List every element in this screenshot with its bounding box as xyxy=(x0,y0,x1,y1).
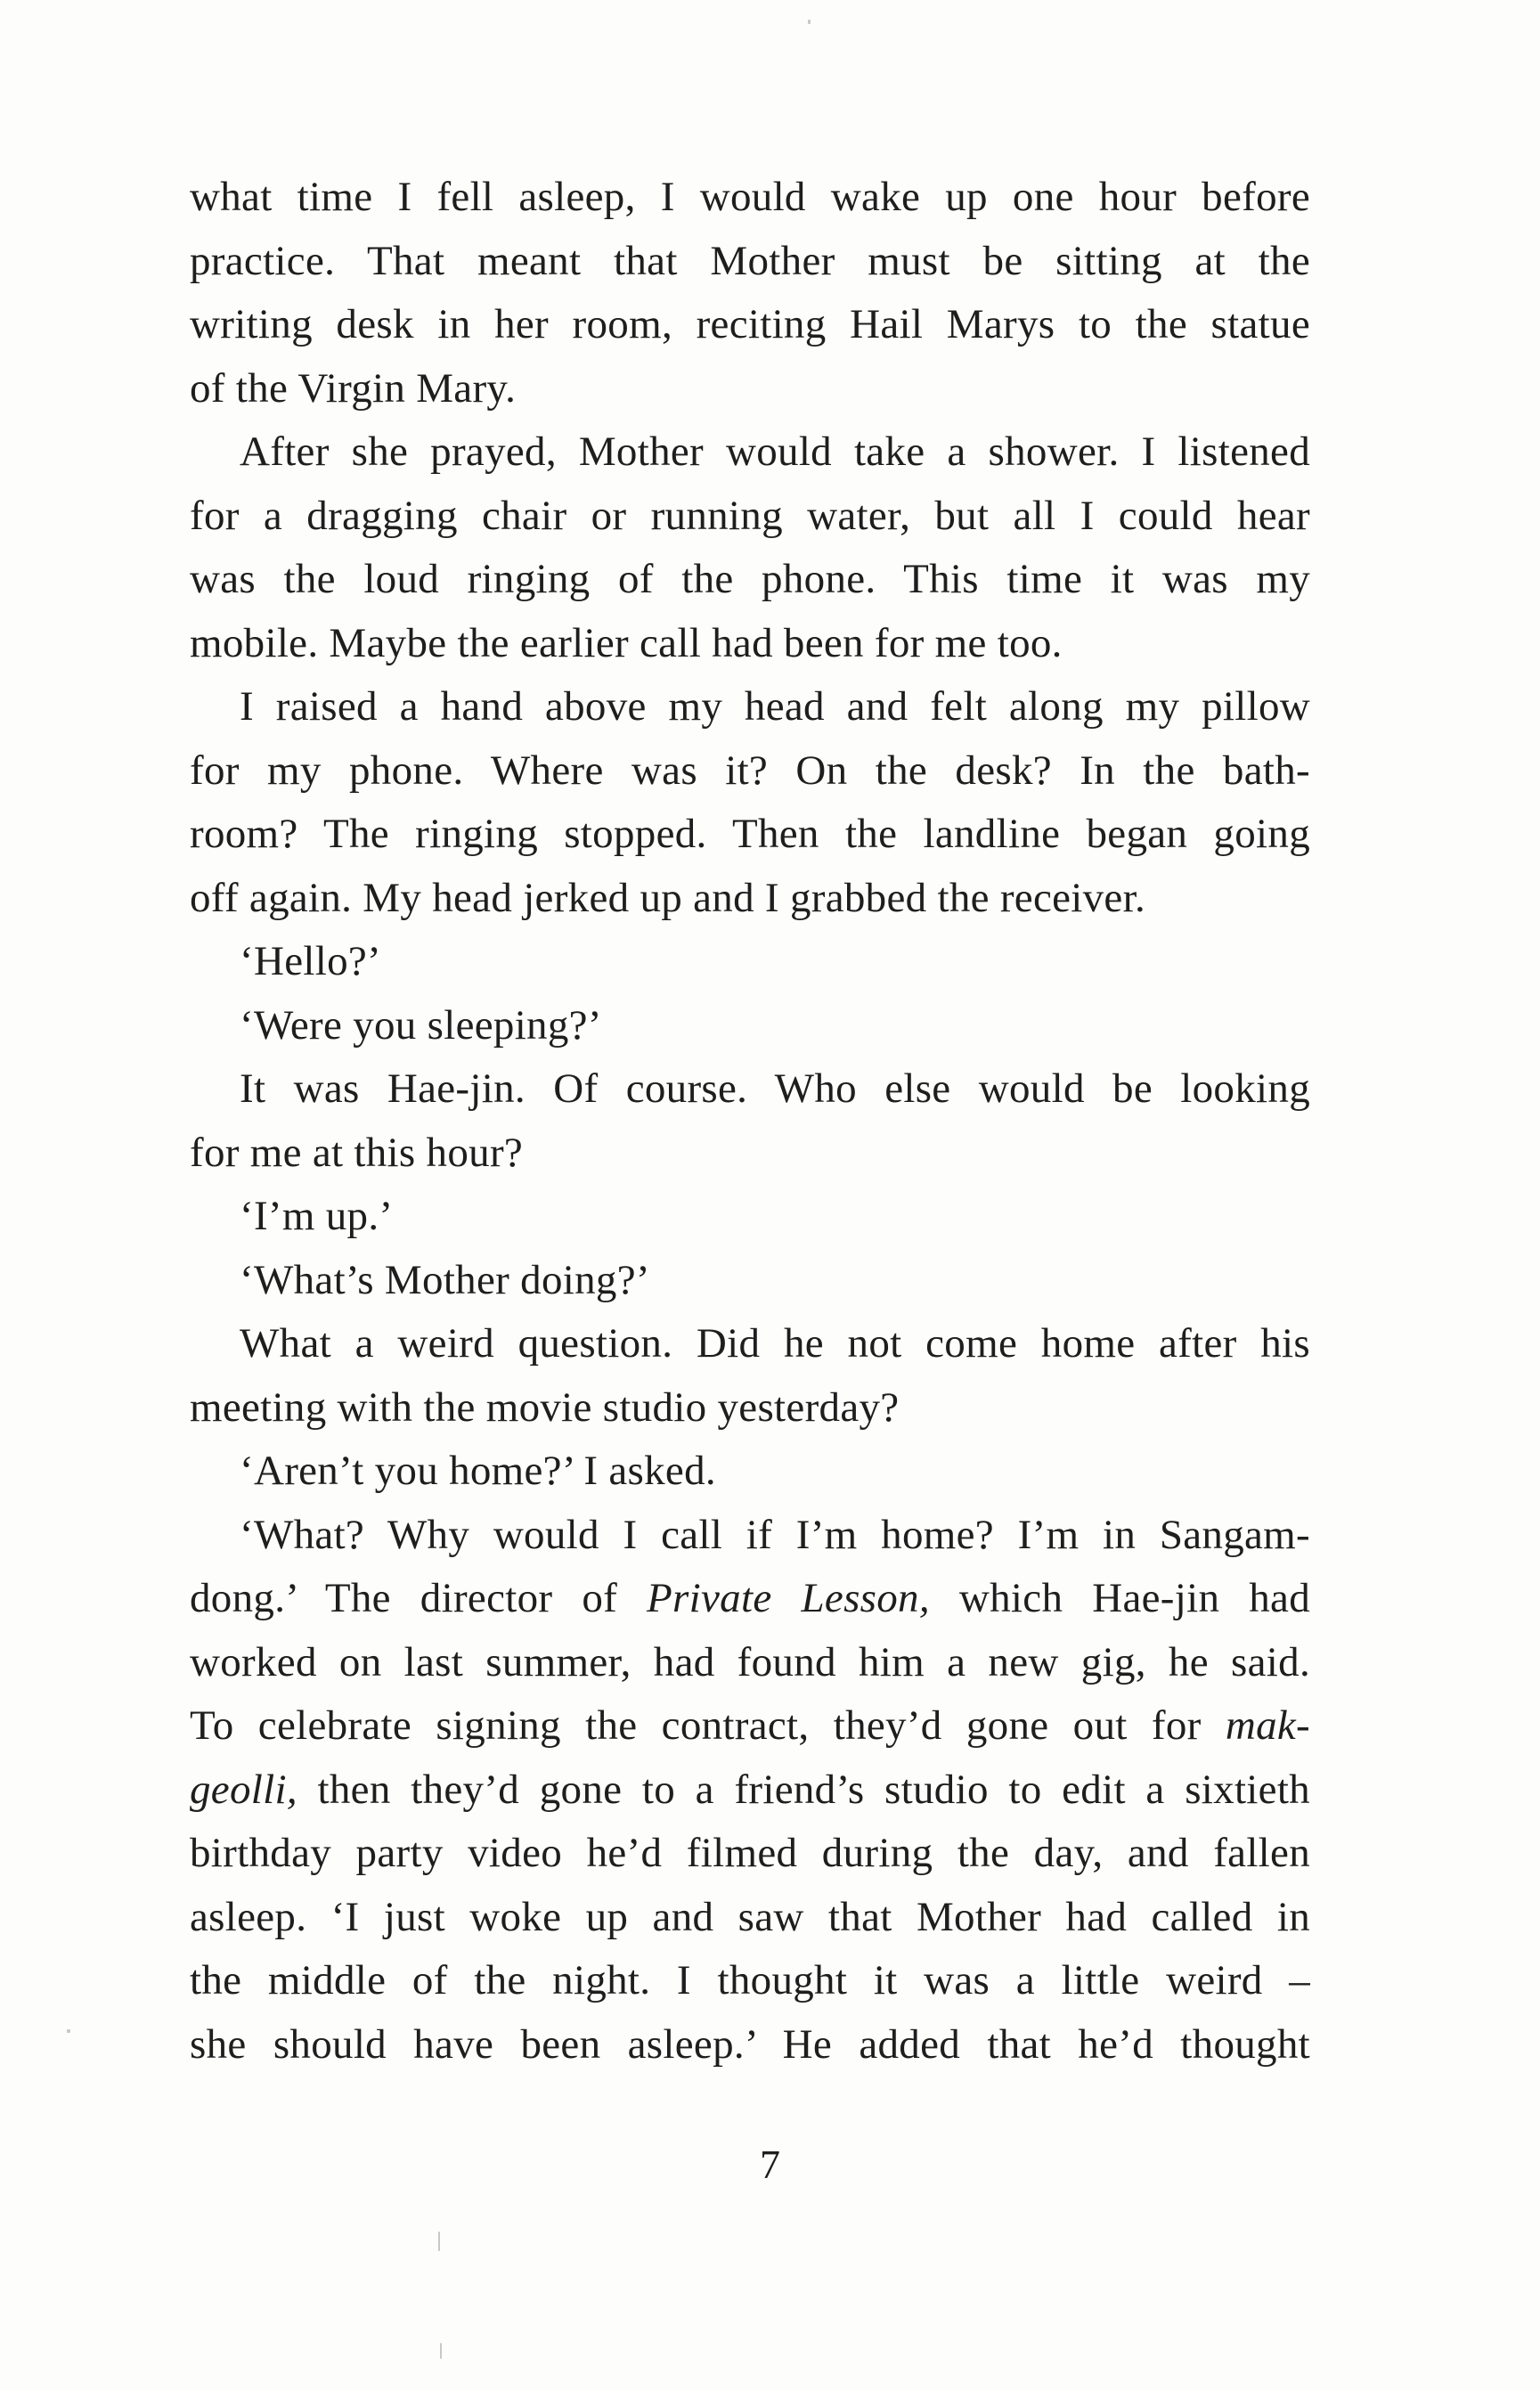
dialogue-line xyxy=(190,930,1310,994)
body-text xyxy=(190,166,1310,2077)
dialogue-line xyxy=(190,1249,1310,1313)
text-run: which Hae-jin had xyxy=(929,1575,1310,1621)
text-line: ‘Aren’t you home?’ I asked. xyxy=(240,1448,716,1494)
text-line: I raised a hand above my head and felt along my pillow xyxy=(240,683,1310,730)
paragraph xyxy=(190,675,1310,930)
text-line: was the loud ringing of the phone. This time it was my xyxy=(190,556,1310,602)
text-run: then they’d gone to a friend’s studio to edit a sixtieth xyxy=(297,1766,1310,1813)
page-number: 7 xyxy=(760,2142,780,2187)
text-line: for my phone. Where was it? On the desk? In the bath- xyxy=(190,747,1310,794)
scan-speck xyxy=(67,2029,70,2033)
scan-speck xyxy=(808,20,811,24)
paragraph xyxy=(190,1057,1310,1185)
text-run: To celebrate signing the contract, they’d gone out for xyxy=(190,1702,1226,1749)
text-line: worked on last summer, had found him a new gig, he said. xyxy=(190,1638,1310,1685)
text-run: dong.’ The director of xyxy=(190,1575,648,1621)
text-line: asleep. ‘I just woke up and saw that Mother had called in xyxy=(190,1893,1310,1940)
text-line xyxy=(190,1694,1310,1759)
text-line: ‘I’m up.’ xyxy=(240,1193,394,1239)
paragraph xyxy=(190,166,1310,420)
text-line: ‘What? Why would I call if I’m home? I’m in Sangam- xyxy=(240,1511,1310,1558)
text-line xyxy=(190,1759,1310,1823)
text-line: ‘Were you sleeping?’ xyxy=(240,1001,602,1049)
scan-speck xyxy=(438,2232,440,2251)
scan-speck xyxy=(440,2343,442,2359)
text-line: she should have been asleep.’ He added that he’d thought xyxy=(190,2020,1310,2068)
text-line: the middle of the night. I thought it was a little weird – xyxy=(190,1957,1310,2003)
text-line: ‘Hello?’ xyxy=(240,938,381,984)
italic-title: Private Lesson, xyxy=(647,1575,930,1621)
italic-word: mak- xyxy=(1225,1702,1310,1749)
text-line: After she prayed, Mother would take a shower. I listened xyxy=(240,428,1310,475)
text-line: It was Hae-jin. Of course. Who else would be looking xyxy=(240,1065,1310,1112)
text-line: for a dragging chair or running water, but all I could hear xyxy=(190,492,1310,539)
text-line: for me at this hour? xyxy=(190,1129,524,1176)
text-line: ‘What’s Mother doing?’ xyxy=(240,1256,650,1303)
dialogue-line xyxy=(190,994,1310,1058)
text-line: what time I fell asleep, I would wake up one hour before xyxy=(190,174,1310,220)
text-line: of the Virgin Mary. xyxy=(190,364,517,412)
text-line: room? The ringing stopped. Then the landline began going xyxy=(190,811,1310,857)
paragraph xyxy=(190,420,1310,675)
italic-word: geolli, xyxy=(190,1766,297,1813)
text-line: off again. My head jerked up and I grabbed the receiver. xyxy=(190,874,1145,921)
text-line: writing desk in her room, reciting Hail Marys to the statue xyxy=(190,301,1310,347)
dialogue-line xyxy=(190,1185,1310,1249)
text-line: birthday party video he’d filmed during the day, and fallen xyxy=(190,1830,1310,1876)
text-line: mobile. Maybe the earlier call had been for me too. xyxy=(190,619,1063,666)
text-line: What a weird question. Did he not come home after his xyxy=(240,1320,1310,1367)
text-line xyxy=(190,1567,1310,1631)
paragraph xyxy=(190,1504,1310,2077)
text-line: practice. That meant that Mother must be sitting at the xyxy=(190,237,1310,284)
dialogue-line xyxy=(190,1440,1310,1504)
paragraph xyxy=(190,1312,1310,1440)
text-line: meeting with the movie studio yesterday? xyxy=(190,1383,900,1431)
